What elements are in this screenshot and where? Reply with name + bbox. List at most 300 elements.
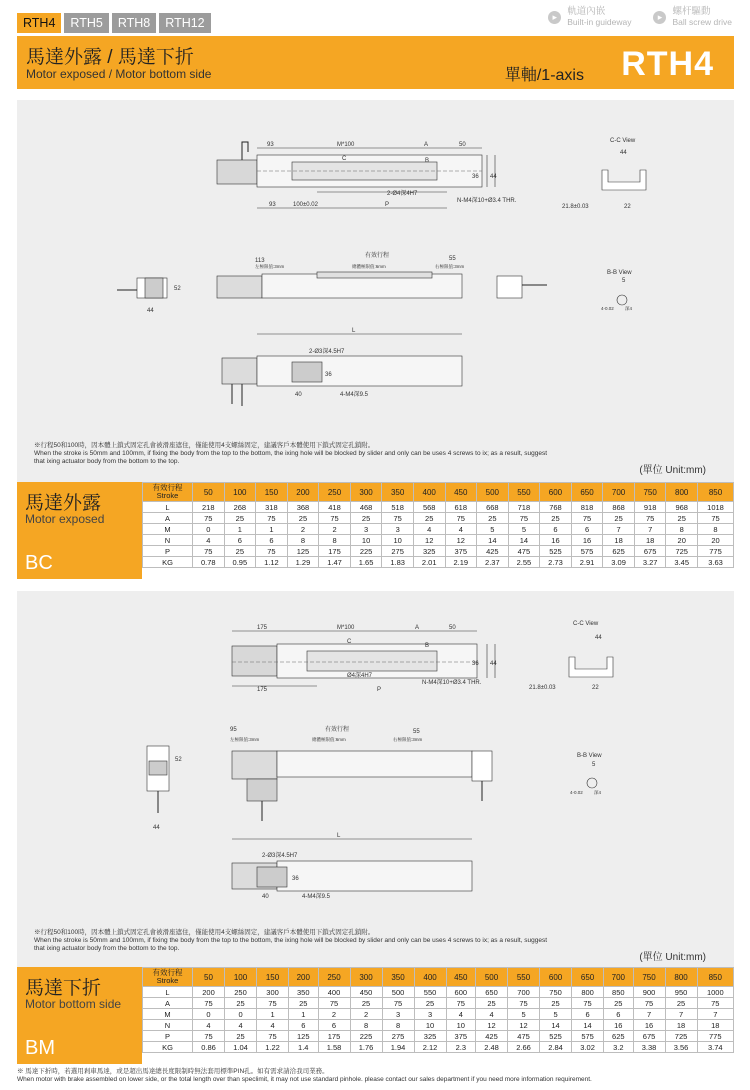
table-cell: 25 [225,1031,257,1042]
table-cell: 1.94 [382,1042,414,1053]
dim-m100: M*100 [337,142,355,148]
table-cell: 1.04 [225,1042,257,1053]
table-cell: 218 [193,502,225,513]
table-cell: 425 [477,546,509,557]
table-cell: 175 [319,546,351,557]
table-cell: 450 [350,987,382,998]
table-cell: 350 [289,987,318,998]
stroke-value: 800 [665,968,697,987]
table-cell: 4 [225,1020,257,1031]
hole-spec-2: 2-Ø3深4.5H7 [262,853,298,859]
table-cell: 375 [446,1031,475,1042]
table-cell: 25 [350,513,382,524]
table-cell: 18 [603,535,635,546]
cc-dim-44: 44 [595,635,602,641]
section-b-label: B [425,158,430,164]
stroke-label: 有效行程 [325,727,350,733]
table-cell: 525 [540,1031,572,1042]
stroke-value: 200 [289,968,318,987]
spec-title-en: Motor exposed [25,512,105,526]
drawing-panel-motor-bottom [17,591,734,968]
stroke-note [34,442,554,466]
table-cell: 768 [540,502,572,513]
nav-label-zh: 軌道內嵌 [567,6,606,17]
dim-52: 52 [174,286,181,292]
cc-dim-44: 44 [620,150,627,156]
table-cell: 5 [477,524,509,535]
stroke-value: 450 [445,483,477,502]
top-view [217,142,517,208]
stroke-value: 100 [225,968,257,987]
tab-rth5[interactable]: RTH5 [64,13,108,33]
row-label: A [143,513,193,524]
bb-dim-deep: 深4 [625,306,633,311]
footnote-en: When motor with brake assembled on lower side, or the total length over than speclimit, it may not use standard pinhole. please contact our sales department if you need more information requirement. [17,1076,592,1083]
table-cell: 3.27 [634,557,666,568]
chevron-right-icon: ▸ [653,11,666,24]
stroke-value: 850 [697,968,733,987]
row-label: L [143,987,193,998]
table-cell: 725 [665,1031,697,1042]
hole-spec-2: 2-Ø3深4.5H7 [309,349,345,355]
table-header-row [143,483,734,502]
table-cell: 75 [445,513,477,524]
stroke-value: 850 [698,483,734,502]
table-cell: 20 [698,535,734,546]
model-name: RTH4 [621,45,714,83]
table-cell: 4 [445,524,477,535]
technical-drawing-bc [17,100,734,482]
nav-built-in-guideway[interactable] [548,6,631,28]
page-title-en: Motor exposed / Motor bottom side [26,67,212,81]
table-cell: 25 [224,513,256,524]
table-cell: 2 [318,1009,350,1020]
table-row [143,998,734,1009]
table-cell: 2.73 [540,557,572,568]
table-cell: 25 [350,998,382,1009]
row-label: L [143,502,193,513]
table-row [143,1020,734,1031]
dim-95: 95 [230,727,237,733]
hole-spec: Ø4深4H7 [347,673,373,679]
stroke-value: 400 [414,968,446,987]
table-cell: 918 [634,502,666,513]
table-cell: 75 [193,546,225,557]
stroke-header-en: Stroke [156,976,179,985]
table-cell: 2 [350,1009,382,1020]
table-cell: 25 [287,513,319,524]
cc-dim-22: 22 [624,204,631,210]
table-cell: 3 [414,1009,446,1020]
table-row [143,1009,734,1020]
table-header-row [143,968,734,987]
table-cell: 1018 [698,502,734,513]
table-cell: 0 [225,1009,257,1020]
table-cell: 625 [604,1031,633,1042]
tap-spec: 4-M4深9.5 [340,392,369,398]
table-cell: 668 [477,502,509,513]
stroke-value: 250 [318,968,350,987]
stroke-value: 150 [257,968,289,987]
footnote-zh: ※ 馬達下折時，若選用剎車馬達，或是超出馬達總長度限制時無法套用標準PIN孔。如有需求請洽我司業務。 [17,1068,329,1075]
spec-title-zh: 馬達下折 [25,978,102,999]
table-cell: 2.84 [540,1042,572,1053]
note-zh: ※行程50和100時，因本體上鎖式固定孔會被滑座遮住，僅能使用4支螺絲固定，建議客戶本體使用下鎖式固定孔鎖附。 [34,442,375,449]
table-cell: 6 [318,1020,350,1031]
dim-44: 44 [490,174,497,180]
row-label: N [143,535,193,546]
table-cell: 75 [697,998,733,1009]
dim-175: 175 [257,625,268,631]
limit-left: 左極限值:3mm [255,264,285,269]
stroke-value: 350 [382,483,414,502]
table-cell: 2 [287,524,319,535]
stroke-value: 750 [634,483,666,502]
dim-50: 50 [449,625,456,631]
table-cell: 7 [633,1009,665,1020]
table-cell: 5 [540,1009,572,1020]
table-cell: 1.4 [289,1042,318,1053]
note-en: When the stroke is 50mm and 100mm, if fixing the body from the top to the bottom, the ixing hole will be blocked by slider and only can be uses 4 screws to ix; as a result, suggest that ixing actuator body from the bottom to the top. [34,937,548,952]
stroke-value: 700 [603,483,635,502]
category-nav [548,6,732,28]
table-cell: 1.47 [319,557,351,568]
stroke-value: 300 [350,968,382,987]
table-cell: 75 [572,998,604,1009]
dim-44-side: 44 [153,825,160,831]
table-cell: 3.38 [633,1042,665,1053]
table-cell: 8 [350,1020,382,1031]
row-label: KG [143,1042,193,1053]
table-cell: 125 [287,546,319,557]
table-cell: 525 [540,546,572,557]
page-header [17,36,734,89]
nav-label-en: Ball screw drive [672,17,732,27]
table-cell: 4 [413,524,445,535]
limit-right: 右極限值:3mm [435,264,465,269]
dim-36: 36 [472,174,479,180]
dim-l: L [352,328,356,334]
table-row [143,557,734,568]
table-cell: 868 [603,502,635,513]
table-cell: 18 [697,1020,733,1031]
table-cell: 75 [193,1031,225,1042]
table-cell: 818 [571,502,603,513]
table-cell: 14 [477,535,509,546]
bb-dim-tol: 4-0.02 [570,790,583,795]
dim-44: 44 [490,661,497,667]
table-cell: 1.58 [318,1042,350,1053]
table-cell: 625 [603,546,635,557]
table-cell: 718 [508,502,540,513]
cc-view-title: C-C View [610,138,636,144]
table-cell: 18 [665,1020,697,1031]
table-cell: 8 [698,524,734,535]
table-cell: 1 [256,524,288,535]
dim-93: 93 [267,142,274,148]
section-c-label: C [347,639,352,645]
stroke-value: 550 [508,968,540,987]
table-cell: 25 [666,513,698,524]
table-cell: 10 [350,535,382,546]
stroke-header-zh: 有效行程 [152,483,183,492]
stroke-value: 50 [193,968,225,987]
table-cell: 25 [413,513,445,524]
side-view [117,251,632,314]
dim-175-bottom: 175 [257,687,268,693]
row-label: M [143,1009,193,1020]
table-cell: 618 [445,502,477,513]
table-cell: 650 [476,987,508,998]
table-cell: 8 [319,535,351,546]
table-cell: 2.37 [477,557,509,568]
table-cell: 75 [257,998,289,1009]
bottom-view [222,328,462,406]
table-cell: 75 [193,513,225,524]
table-cell: 3 [382,1009,414,1020]
axis-label: 單軸/1-axis [504,67,584,84]
table-row [143,1031,734,1042]
table-cell: 75 [382,998,414,1009]
table-cell: 0.95 [224,557,256,568]
mount-hole-spec: N-M4深10+Ø3.4 THR. [422,680,482,686]
stroke-value: 350 [382,968,414,987]
spec-code: BM [25,1037,55,1059]
stroke-header [143,483,193,502]
nav-label-en: Built-in guideway [567,17,632,27]
dim-p: P [385,202,390,208]
table-cell: 675 [633,1031,665,1042]
hole-spec: 2-Ø4深4H7 [387,191,418,197]
limit-right: 右極限值:3mm [393,737,423,742]
table-cell: 12 [476,1020,508,1031]
table-cell: 1.12 [256,557,288,568]
table-cell: 6 [540,524,572,535]
table-cell: 8 [382,1020,414,1031]
table-cell: 75 [634,513,666,524]
table-cell: 600 [446,987,475,998]
table-cell: 475 [508,1031,540,1042]
table-cell: 225 [350,546,382,557]
section-c-label: C [342,156,347,162]
bb-dim-5: 5 [622,278,626,284]
table-cell: 10 [446,1020,475,1031]
table-cell: 1.83 [382,557,414,568]
table-cell: 268 [224,502,256,513]
series-tabs [17,13,211,33]
table-cell: 25 [604,998,633,1009]
table-cell: 0.78 [193,557,225,568]
table-cell: 475 [508,546,540,557]
table-cell: 25 [225,998,257,1009]
table-cell: 6 [572,1009,604,1020]
stroke-value: 650 [572,968,604,987]
table-cell: 175 [318,1031,350,1042]
stroke-value: 500 [477,483,509,502]
unit-label: (單位 Unit:mm) [639,952,706,963]
nav-label-zh: 螺杆驅動 [672,6,711,17]
table-cell: 3.56 [665,1042,697,1053]
table-row [143,524,734,535]
table-cell: 7 [665,1009,697,1020]
table-cell: 6 [289,1020,318,1031]
table-cell: 75 [571,513,603,524]
table-cell: 25 [224,546,256,557]
table-cell: 850 [604,987,633,998]
table-cell: 2.01 [413,557,445,568]
side-view [147,725,602,831]
table-cell: 25 [289,998,318,1009]
table-cell: 750 [540,987,572,998]
table-cell: 6 [224,535,256,546]
dim-44-side: 44 [147,308,154,314]
table-row [143,513,734,524]
dim-a: A [415,625,420,631]
table-cell: 14 [572,1020,604,1031]
spec-table-bc [142,482,734,568]
stroke-value: 200 [287,483,319,502]
stroke-label: 有效行程 [365,253,390,259]
table-cell: 2.55 [508,557,540,568]
tab-rth4[interactable]: RTH4 [17,13,61,33]
dim-a: A [424,142,429,148]
table-cell: 75 [319,513,351,524]
row-label: P [143,1031,193,1042]
dim-m100: M*100 [337,625,355,631]
drawing-panel-motor-exposed [17,100,734,482]
spec-block-bc [17,482,734,579]
table-cell: 4 [193,535,225,546]
table-cell: 425 [476,1031,508,1042]
table-cell: 4 [446,1009,475,1020]
stroke-value: 700 [604,968,633,987]
table-cell: 4 [193,1020,225,1031]
stroke-note [34,929,554,953]
table-cell: 25 [476,998,508,1009]
table-row [143,546,734,557]
table-cell: 2.12 [414,1042,446,1053]
nav-ball-screw-drive[interactable] [653,6,732,28]
table-cell: 1 [257,1009,289,1020]
note-en: When the stroke is 50mm and 100mm, if fixing the body from the top to the bottom, the ixing hole will be blocked by slider and only can be uses 4 screws to ix; as a result, suggest that ixing actuator body from the bottom to the top. [34,450,548,465]
cc-dim-218: 21.8±0.03 [562,204,589,210]
limit-left: 左極限值:3mm [230,737,260,742]
table-cell: 325 [414,1031,446,1042]
stroke-value: 400 [413,483,445,502]
table-cell: 368 [287,502,319,513]
table-cell: 7 [634,524,666,535]
dim-36-bottom: 36 [292,876,299,882]
cc-view-title: C-C View [573,621,599,627]
tab-rth12[interactable]: RTH12 [159,13,210,33]
table-cell: 2.19 [445,557,477,568]
table-cell: 75 [698,513,734,524]
stroke-value: 750 [633,968,665,987]
spec-code: BC [25,552,53,574]
table-cell: 2.48 [476,1042,508,1053]
table-cell: 518 [382,502,414,513]
table-cell: 3.2 [604,1042,633,1053]
table-cell: 900 [633,987,665,998]
table-row [143,987,734,998]
table-cell: 568 [413,502,445,513]
stroke-value: 50 [193,483,225,502]
table-cell: 5 [508,1009,540,1020]
table-cell: 12 [445,535,477,546]
table-cell: 225 [350,1031,382,1042]
table-cell: 2 [319,524,351,535]
page-title-zh: 馬達外露 / 馬達下折 [26,47,194,68]
tab-rth8[interactable]: RTH8 [112,13,156,33]
spec-block-bm [17,967,734,1064]
table-cell: 75 [318,998,350,1009]
table-cell: 675 [634,546,666,557]
dim-l: L [337,833,341,839]
table-cell: 25 [414,998,446,1009]
table-cell: 8 [287,535,319,546]
table-cell: 20 [666,535,698,546]
limit-total: 總體極限值:6mm [352,264,386,269]
table-cell: 18 [634,535,666,546]
table-cell: 800 [572,987,604,998]
stroke-value: 800 [666,483,698,502]
table-cell: 3 [382,524,414,535]
table-cell: 2.91 [571,557,603,568]
table-cell: 0 [193,1009,225,1020]
table-cell: 12 [508,1020,540,1031]
dim-113: 113 [255,258,265,264]
table-cell: 14 [508,535,540,546]
cc-dim-218: 21.8±0.03 [529,685,556,691]
table-cell: 6 [571,524,603,535]
table-cell: 25 [477,513,509,524]
table-cell: 75 [508,513,540,524]
table-cell: 7 [603,524,635,535]
stroke-value: 650 [571,483,603,502]
table-cell: 0 [193,524,225,535]
table-cell: 4 [257,1020,289,1031]
bb-dim-5: 5 [592,762,596,768]
table-cell: 275 [382,1031,414,1042]
table-cell: 16 [604,1020,633,1031]
dim-52: 52 [175,757,182,763]
row-label: N [143,1020,193,1031]
table-cell: 75 [256,513,288,524]
table-cell: 10 [414,1020,446,1031]
table-cell: 125 [289,1031,318,1042]
stroke-value: 600 [540,968,572,987]
dim-93-bottom: 93 [269,202,276,208]
table-cell: 725 [666,546,698,557]
dim-40: 40 [295,392,302,398]
table-cell: 200 [193,987,225,998]
spec-title-zh: 馬達外露 [25,493,102,514]
table-cell: 700 [508,987,540,998]
unit-label: (單位 Unit:mm) [639,465,706,476]
row-label: KG [143,557,193,568]
chevron-right-icon: ▸ [548,11,561,24]
dim-36-bottom: 36 [325,372,332,378]
table-cell: 3.74 [697,1042,733,1053]
table-cell: 75 [446,998,475,1009]
spec-label-bc [17,482,142,579]
table-cell: 325 [413,546,445,557]
table-cell: 25 [540,513,572,524]
table-cell: 575 [572,1031,604,1042]
table-cell: 12 [413,535,445,546]
stroke-value: 250 [319,483,351,502]
table-cell: 75 [633,998,665,1009]
